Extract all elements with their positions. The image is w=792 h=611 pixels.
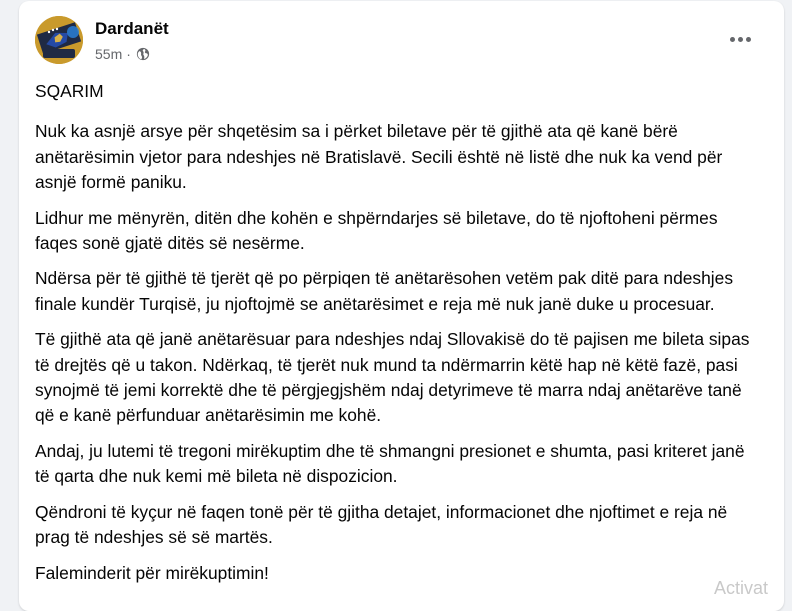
post-paragraph: Andaj, ju lutemi të tregoni mirëkuptim dhe të shmangni presionet e shumta, pasi kriteret janë të qarta dhe nuk kemi më bileta në dispozicion. bbox=[35, 440, 745, 487]
more-horizontal-icon bbox=[730, 37, 735, 42]
post-paragraph: Ndërsa për të gjithë të tjerët që po përpiqen të anëtarësohen vetëm pak ditë para ndeshjes finale kundër Turqisë, ju njoftojmë se anëtarësimet e reja më nuk janë duke u procesuar. bbox=[35, 268, 734, 314]
post-paragraph: Qëndroni të kyçur në faqen tonë për të gjitha detajet, informacionet dhe njoftimet e reja në prag të ndeshjes së së martës. bbox=[35, 501, 728, 548]
post-paragraph: Nuk ka asnjë arsye për shqetësim sa i përket biletave për të gjithë ata që kanë bërë anëtarësimin vjetor para ndeshjes në Bratislavë. Secili është në listë dhe nuk ka vend për asnjë formë paniku. bbox=[35, 121, 723, 193]
post-paragraph: Të gjithë ata që janë anëtarësuar para ndeshjes ndaj Sllovakisë do të pajisen me bileta sipas të drejtës që u takon. Ndërkaq, të tjerët nuk mund ta ndërmarrin këtë hap në këtë fazë, pasi synojmë të jemi korrektë dhe të përgjegjshëm ndaj detyrimeve të marra ndaj anëtarëve tanë që e kanë përfunduar anëtarësimin me kohë. bbox=[35, 329, 750, 426]
avatar-logo-icon bbox=[35, 16, 83, 64]
page-avatar[interactable] bbox=[35, 16, 83, 64]
globe-icon[interactable] bbox=[136, 47, 150, 61]
post-paragraph: Faleminderit për mirëkuptimin! bbox=[35, 562, 269, 583]
page-name-link[interactable]: Dardanët bbox=[95, 19, 169, 38]
post-text bbox=[35, 79, 755, 596]
meta-separator: · bbox=[126, 46, 131, 62]
post-paragraph: Lidhur me mënyrën, ditën dhe kohën e shpërndarjes së biletave, do të njoftoheni përmes faqes sonë gjatë ditës së nesërme. bbox=[35, 207, 718, 254]
post-timestamp[interactable]: 55m bbox=[95, 46, 123, 62]
activation-watermark: Activat bbox=[714, 578, 769, 598]
post-meta bbox=[95, 46, 150, 62]
post-heading: SQARIM bbox=[35, 81, 104, 101]
post-card bbox=[19, 1, 784, 611]
more-options-button[interactable] bbox=[722, 27, 758, 51]
